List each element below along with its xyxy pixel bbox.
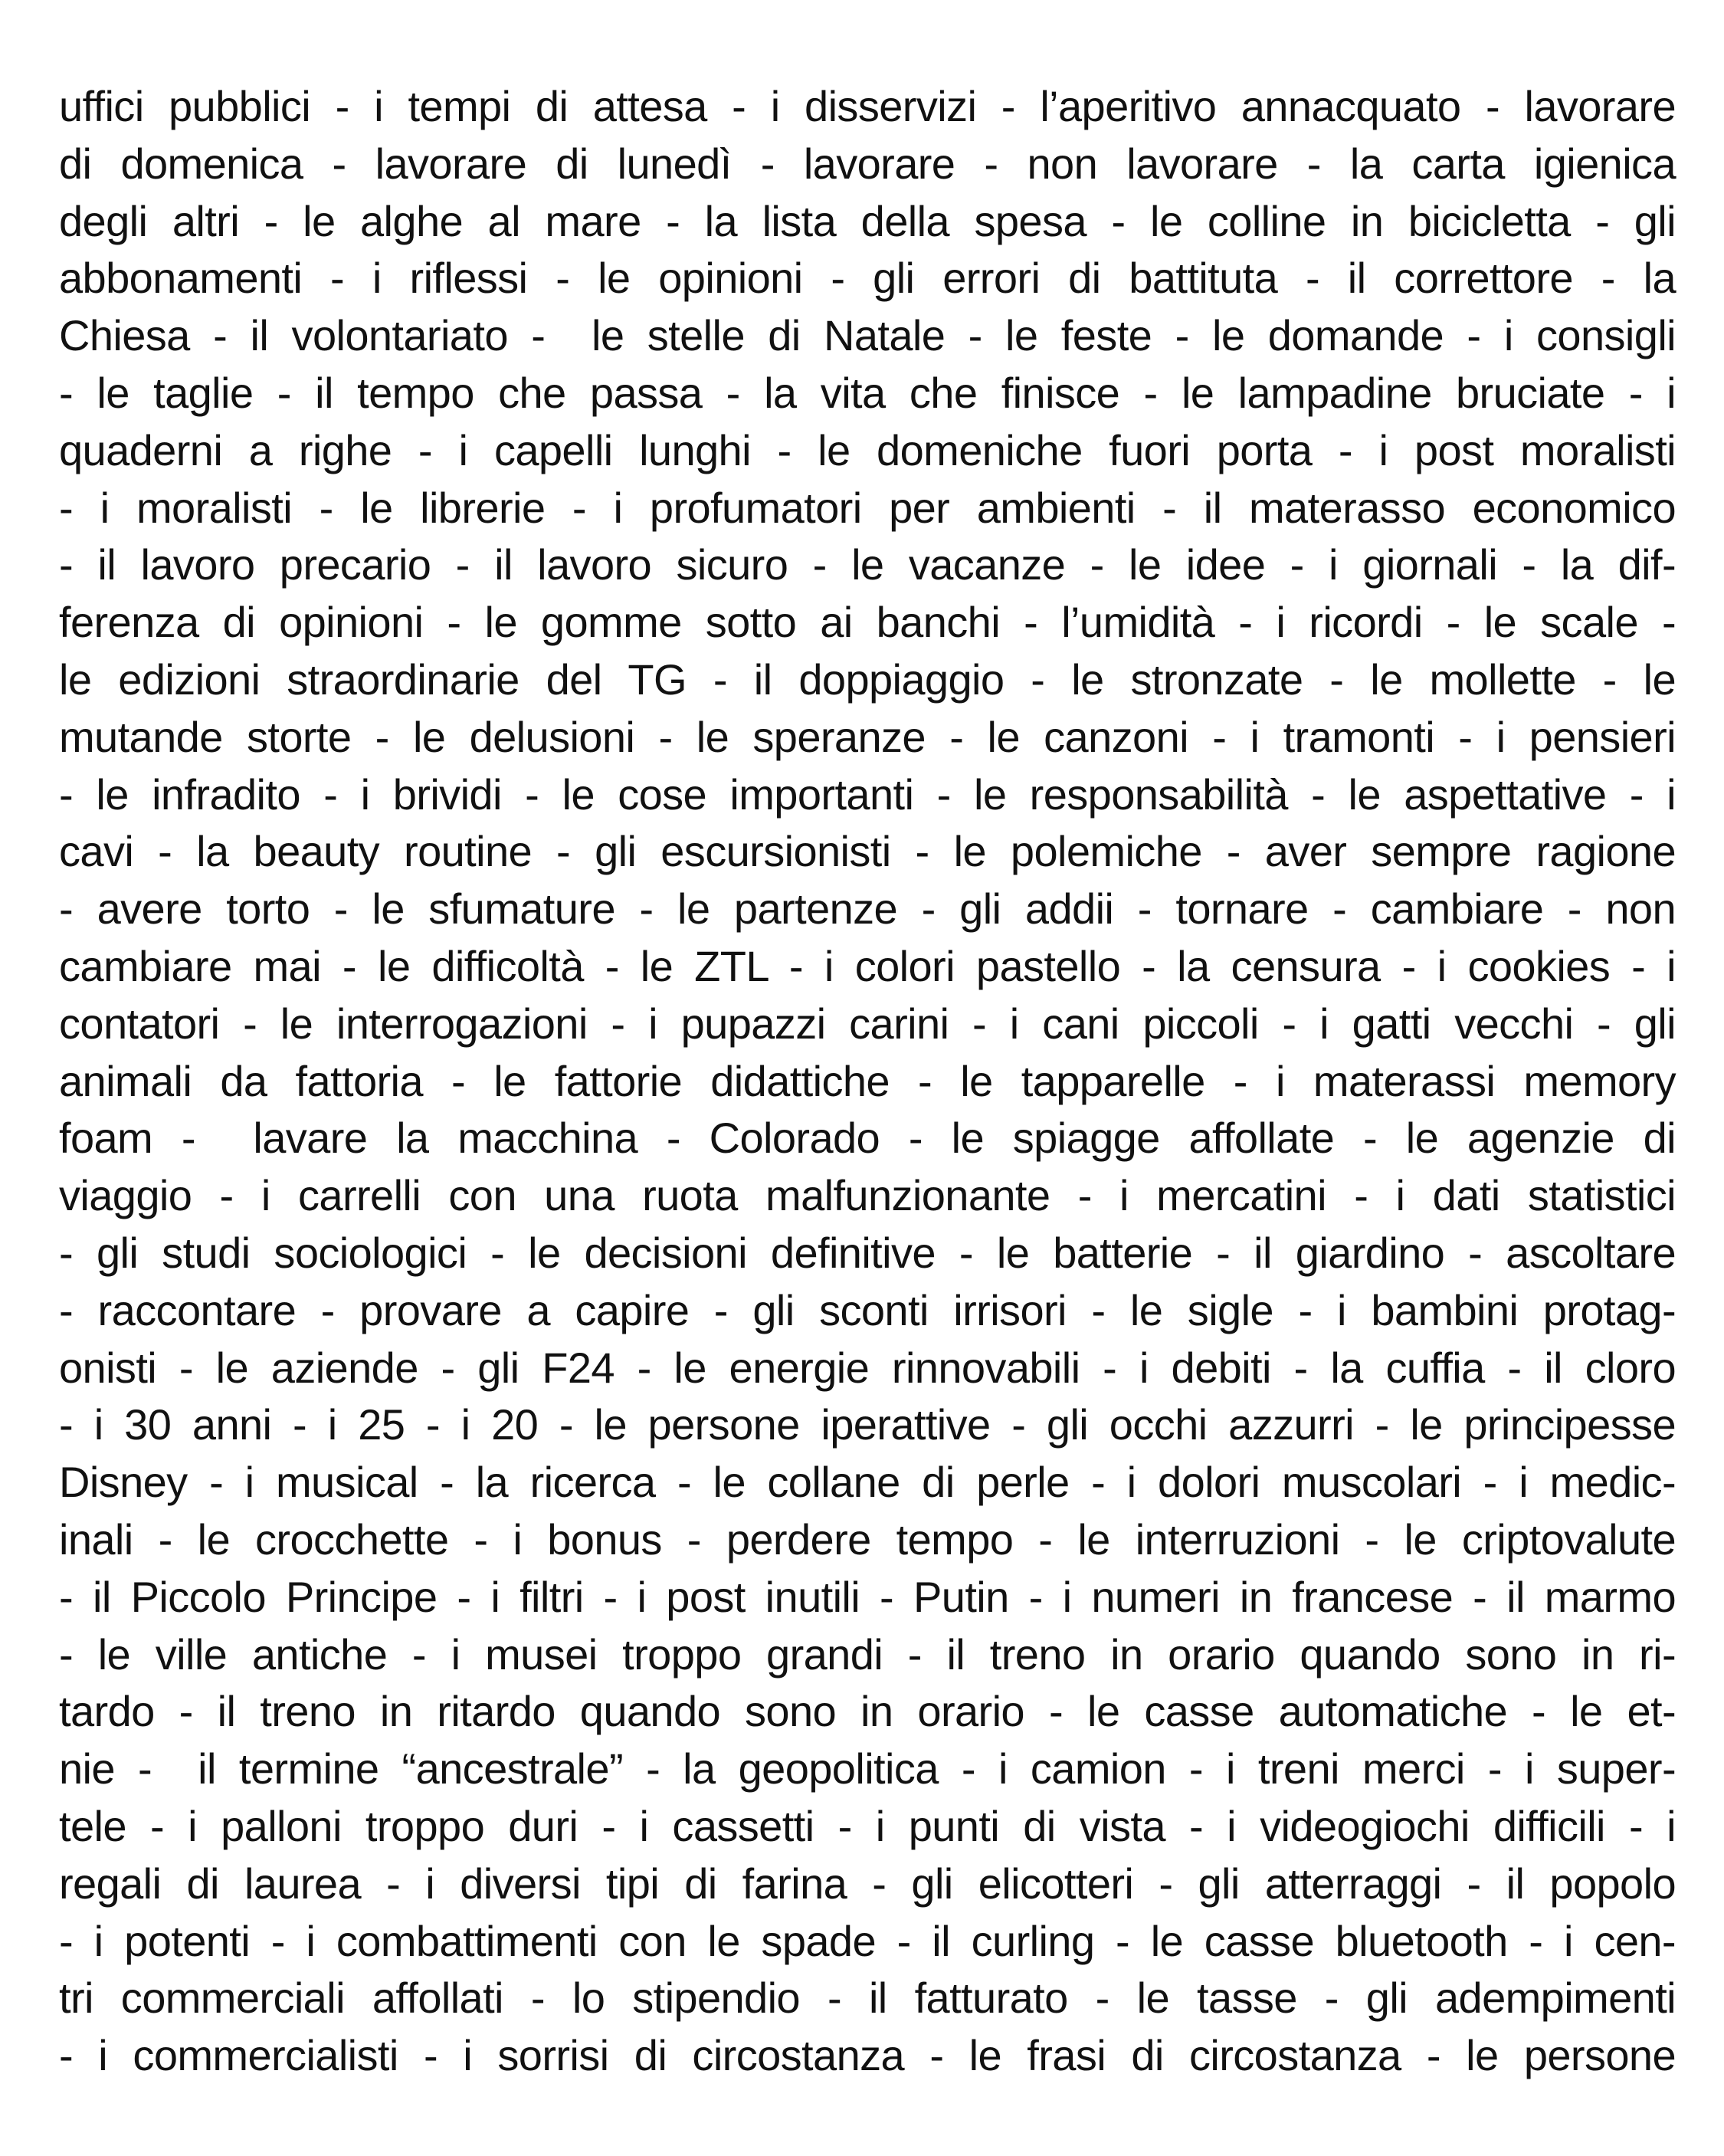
text-line: - gli studi sociologici - le decisioni definitive - le batterie - il giardino - ascoltare	[59, 1228, 1676, 1277]
text-line: contatori - le interrogazioni - i pupazzi carini - i cani piccoli - i gatti vecchi - gli	[59, 999, 1676, 1048]
text-line: Disney - i musical - la ricerca - le collane di perle - i dolori muscolari - i medic-	[59, 1458, 1676, 1507]
text-line: nie - il termine “ancestrale” - la geopolitica - i camion - i treni merci - i super-	[59, 1744, 1676, 1793]
text-line: - i moralisti - le librerie - i profumatori per ambienti - il materasso economico	[59, 483, 1676, 532]
text-line: tri commerciali affollati - lo stipendio - il fatturato - le tasse - gli adempimenti	[59, 1974, 1676, 2023]
text-line: abbonamenti - i riflessi - le opinioni - gli errori di battituta - il correttore - la	[59, 254, 1676, 303]
text-line: inali - le crocchette - i bonus - perdere tempo - le interruzioni - le criptovalute	[59, 1514, 1676, 1564]
text-line: tele - i palloni troppo duri - i cassetti - i punti di vista - i videogiochi difficili - i	[59, 1801, 1676, 1850]
text-line: Chiesa - il volontariato - le stelle di Natale - le feste - le domande - i consigli	[59, 311, 1676, 360]
text-line: - le infradito - i brividi - le cose importanti - le responsabilità - le aspettative - i	[59, 770, 1676, 819]
text-line: - raccontare - provare a capire - gli sconti irrisori - le sigle - i bambini protag-	[59, 1285, 1676, 1334]
text-line: - i commercialisti - i sorrisi di circostanza - le frasi di circostanza - le persone	[59, 2031, 1676, 2080]
text-line: onisti - le aziende - gli F24 - le energie rinnovabili - i debiti - la cuffia - il cloro	[59, 1343, 1676, 1392]
text-line: foam - lavare la macchina - Colorado - le spiagge affollate - le agenzie di	[59, 1114, 1676, 1163]
text-line: tardo - il treno in ritardo quando sono in orario - le casse automatiche - le et-	[59, 1687, 1676, 1736]
text-line: ferenza di opinioni - le gomme sotto ai banchi - l’umidità - i ricordi - le scale -	[59, 598, 1676, 647]
text-line: le edizioni straordinarie del TG - il doppiaggio - le stronzate - le mollette - le	[59, 655, 1676, 704]
text-line: cavi - la beauty routine - gli escursionisti - le polemiche - aver sempre ragione	[59, 827, 1676, 876]
text-line: di domenica - lavorare di lunedì - lavorare - non lavorare - la carta igienica	[59, 139, 1676, 188]
text-line: - il Piccolo Principe - i filtri - i post inutili - Putin - i numeri in francese - il marmo	[59, 1572, 1676, 1621]
text-line: degli altri - le alghe al mare - la lista della spesa - le colline in bicicletta - gli	[59, 196, 1676, 245]
text-line: - i potenti - i combattimenti con le spade - il curling - le casse bluetooth - i cen-	[59, 1916, 1676, 1965]
list-text-block	[59, 78, 1676, 2085]
text-line: - le ville antiche - i musei troppo grandi - il treno in orario quando sono in ri-	[59, 1629, 1676, 1679]
text-line: regali di laurea - i diversi tipi di farina - gli elicotteri - gli atterraggi - il popolo	[59, 1859, 1676, 1908]
text-line: - il lavoro precario - il lavoro sicuro - le vacanze - le idee - i giornali - la dif-	[59, 540, 1676, 589]
text-line: - avere torto - le sfumature - le partenze - gli addii - tornare - cambiare - non	[59, 884, 1676, 934]
text-line: animali da fattoria - le fattorie didattiche - le tapparelle - i materassi memory	[59, 1056, 1676, 1105]
text-line: quaderni a righe - i capelli lunghi - le domeniche fuori porta - i post moralisti	[59, 425, 1676, 474]
text-line: mutande storte - le delusioni - le speranze - le canzoni - i tramonti - i pensieri	[59, 712, 1676, 761]
text-line: - le taglie - il tempo che passa - la vita che finisce - le lampadine bruciate - i	[59, 368, 1676, 417]
text-line: cambiare mai - le difficoltà - le ZTL - i colori pastello - la censura - i cookies - i	[59, 941, 1676, 990]
text-line: - i 30 anni - i 25 - i 20 - le persone iperattive - gli occhi azzurri - le principesse	[59, 1400, 1676, 1449]
text-line: uffici pubblici - i tempi di attesa - i disservizi - l’aperitivo annacquato - lavorare	[59, 82, 1676, 130]
text-line: viaggio - i carrelli con una ruota malfunzionante - i mercatini - i dati statistici	[59, 1171, 1676, 1220]
